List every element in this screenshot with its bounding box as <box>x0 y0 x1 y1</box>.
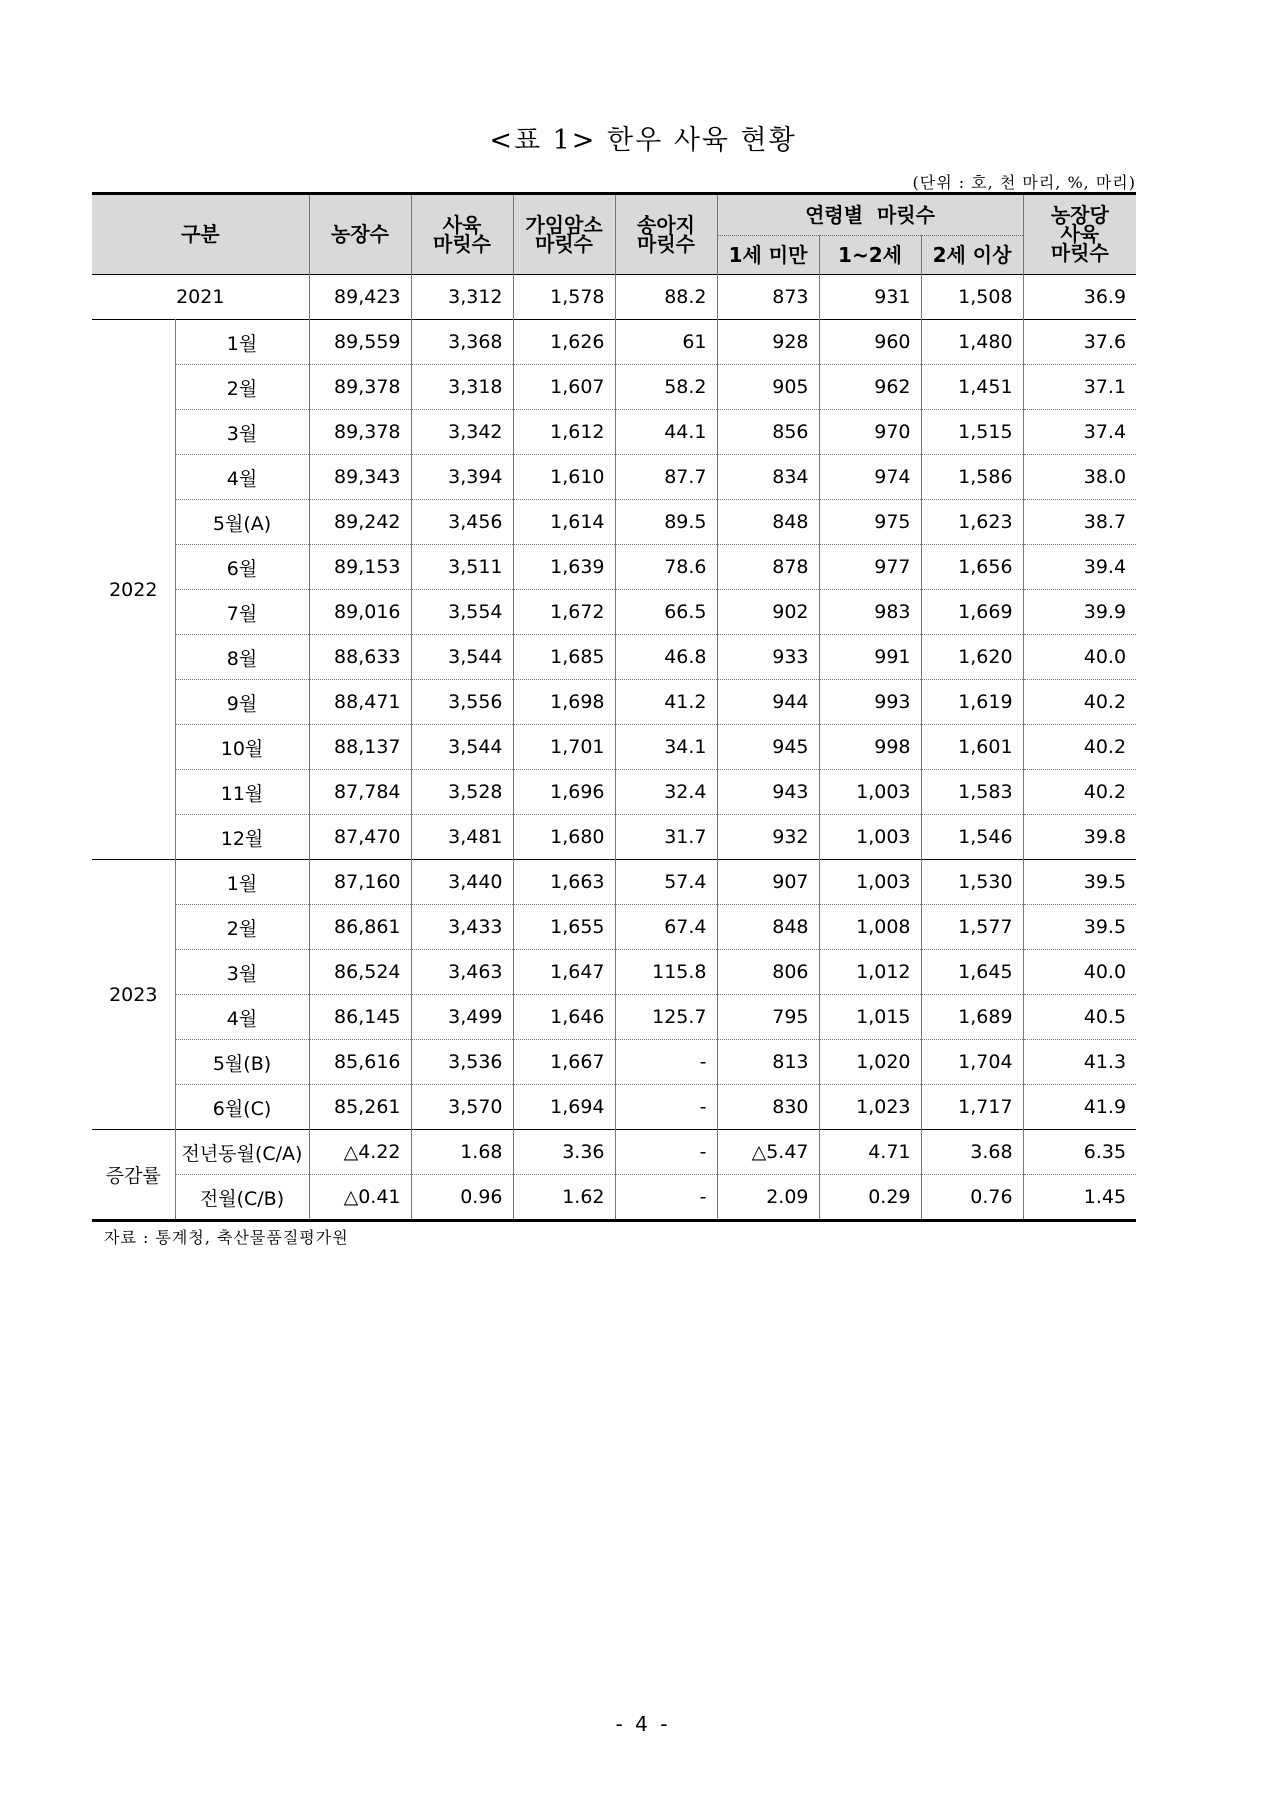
table-cell: 1,647 <box>513 950 615 995</box>
unit-note: (단위 : 호, 천 마리, %, 마리) <box>912 173 1136 192</box>
table-cell: 1,015 <box>819 995 921 1040</box>
table-cell: 1,689 <box>921 995 1023 1040</box>
table-cell: 834 <box>717 455 819 500</box>
table-cell: 86,145 <box>309 995 411 1040</box>
table-cell: - <box>615 1175 717 1221</box>
table-cell: 1,586 <box>921 455 1023 500</box>
table-cell: 37.1 <box>1023 365 1136 410</box>
table-cell: 975 <box>819 500 921 545</box>
table-cell: 806 <box>717 950 819 995</box>
table-cell: 40.2 <box>1023 770 1136 815</box>
table-cell: 39.9 <box>1023 590 1136 635</box>
table-cell: △0.41 <box>309 1175 411 1221</box>
row-label: 1월 <box>175 320 309 365</box>
table-cell: 78.6 <box>615 545 717 590</box>
table-cell: 39.5 <box>1023 905 1136 950</box>
row-label: 6월 <box>175 545 309 590</box>
table-cell: 39.8 <box>1023 815 1136 860</box>
table-cell: 998 <box>819 725 921 770</box>
table-cell: 66.5 <box>615 590 717 635</box>
table-cell: 991 <box>819 635 921 680</box>
table-cell: 3,499 <box>411 995 513 1040</box>
table-cell: 88,471 <box>309 680 411 725</box>
table-cell: 1,003 <box>819 860 921 905</box>
table-row <box>92 950 1136 995</box>
table-row <box>92 770 1136 815</box>
table-cell: 3,544 <box>411 725 513 770</box>
table-row <box>92 860 1136 905</box>
table-cell: 1,577 <box>921 905 1023 950</box>
table-cell: 931 <box>819 275 921 320</box>
table-cell: 38.0 <box>1023 455 1136 500</box>
header-age-over2: 2세 이상 <box>921 236 1023 275</box>
table-cell: 41.2 <box>615 680 717 725</box>
table-cell: 3,433 <box>411 905 513 950</box>
table-cell: 88,137 <box>309 725 411 770</box>
table-cell: 3,394 <box>411 455 513 500</box>
table-cell: 89,423 <box>309 275 411 320</box>
row-label: 2월 <box>175 365 309 410</box>
table-cell: 1,578 <box>513 275 615 320</box>
table-row <box>92 320 1136 365</box>
table-row <box>92 1130 1136 1175</box>
table-body <box>92 275 1136 1221</box>
table-cell: - <box>615 1040 717 1085</box>
table-cell: 41.9 <box>1023 1085 1136 1130</box>
table-cell: 58.2 <box>615 365 717 410</box>
table-cell: 1,639 <box>513 545 615 590</box>
row-label: 8월 <box>175 635 309 680</box>
table-row <box>92 455 1136 500</box>
table-cell: 87,160 <box>309 860 411 905</box>
table-row <box>92 545 1136 590</box>
table-cell: 1,698 <box>513 680 615 725</box>
table-cell: △4.22 <box>309 1130 411 1175</box>
row-label: 9월 <box>175 680 309 725</box>
table-cell: 86,861 <box>309 905 411 950</box>
table-cell: 1,667 <box>513 1040 615 1085</box>
table-cell: 3,440 <box>411 860 513 905</box>
table-cell: 88.2 <box>615 275 717 320</box>
table-cell: 977 <box>819 545 921 590</box>
table-row <box>92 815 1136 860</box>
table-cell: 3,342 <box>411 410 513 455</box>
table-cell: 878 <box>717 545 819 590</box>
table-cell: 1.68 <box>411 1130 513 1175</box>
table-cell: 40.2 <box>1023 680 1136 725</box>
table-cell: 873 <box>717 275 819 320</box>
table-cell: 3,463 <box>411 950 513 995</box>
header-age-group: 연령별 마릿수 <box>717 194 1023 236</box>
table-cell: 67.4 <box>615 905 717 950</box>
header-per-farm: 농장당 사육 마릿수 <box>1023 194 1136 275</box>
table-cell: 1,451 <box>921 365 1023 410</box>
table-cell: 38.7 <box>1023 500 1136 545</box>
group-label: 2023 <box>92 860 175 1130</box>
table-cell: 1,669 <box>921 590 1023 635</box>
row-label: 2월 <box>175 905 309 950</box>
table-cell: 1,583 <box>921 770 1023 815</box>
table-cell: 41.3 <box>1023 1040 1136 1085</box>
header-category: 구분 <box>92 194 309 275</box>
table-cell: 125.7 <box>615 995 717 1040</box>
table-cell: 3.68 <box>921 1130 1023 1175</box>
table-cell: 40.2 <box>1023 725 1136 770</box>
table-cell: 932 <box>717 815 819 860</box>
table-row <box>92 995 1136 1040</box>
table-cell: 40.0 <box>1023 950 1136 995</box>
table-cell: 61 <box>615 320 717 365</box>
table-cell: 87,470 <box>309 815 411 860</box>
table-row <box>92 410 1136 455</box>
table-cell: 1,619 <box>921 680 1023 725</box>
table-cell: 31.7 <box>615 815 717 860</box>
table-cell: 1,530 <box>921 860 1023 905</box>
table-row <box>92 1175 1136 1221</box>
table-cell: 89,242 <box>309 500 411 545</box>
table-cell: 1,020 <box>819 1040 921 1085</box>
table-cell: 3,528 <box>411 770 513 815</box>
table-cell: 1,614 <box>513 500 615 545</box>
table-cell: 1,623 <box>921 500 1023 545</box>
table-cell: 1,717 <box>921 1085 1023 1130</box>
table-cell: 3,318 <box>411 365 513 410</box>
table-cell: 85,616 <box>309 1040 411 1085</box>
table-cell: 848 <box>717 905 819 950</box>
table-cell: 4.71 <box>819 1130 921 1175</box>
row-label: 10월 <box>175 725 309 770</box>
row-label: 7월 <box>175 590 309 635</box>
table-cell: 88,633 <box>309 635 411 680</box>
table-cell: 1,672 <box>513 590 615 635</box>
table-cell: 993 <box>819 680 921 725</box>
table-cell: 37.4 <box>1023 410 1136 455</box>
table-cell: 89,378 <box>309 410 411 455</box>
header-age-under1: 1세 미만 <box>717 236 819 275</box>
table-cell: 40.5 <box>1023 995 1136 1040</box>
table-cell: 1,610 <box>513 455 615 500</box>
table-cell: 902 <box>717 590 819 635</box>
row-label: 전월(C/B) <box>175 1175 309 1221</box>
table-cell: 1,680 <box>513 815 615 860</box>
table-cell: 1,694 <box>513 1085 615 1130</box>
table-row <box>92 1085 1136 1130</box>
table-cell: 39.5 <box>1023 860 1136 905</box>
table-cell: - <box>615 1130 717 1175</box>
year-label: 2021 <box>92 275 309 320</box>
table-cell: 57.4 <box>615 860 717 905</box>
row-label: 1월 <box>175 860 309 905</box>
table-cell: 86,524 <box>309 950 411 995</box>
table-cell: 1,003 <box>819 770 921 815</box>
row-label: 전년동월(C/A) <box>175 1130 309 1175</box>
table-row <box>92 365 1136 410</box>
table-cell: 1,023 <box>819 1085 921 1130</box>
table-cell: 89,559 <box>309 320 411 365</box>
table-cell: 848 <box>717 500 819 545</box>
table-cell: 1,655 <box>513 905 615 950</box>
table-cell: 1,515 <box>921 410 1023 455</box>
table-cell: 89,016 <box>309 590 411 635</box>
table-cell: 3,511 <box>411 545 513 590</box>
table-cell: 0.96 <box>411 1175 513 1221</box>
table-cell: 962 <box>819 365 921 410</box>
header-age-1to2: 1~2세 <box>819 236 921 275</box>
table-cell: 928 <box>717 320 819 365</box>
table-cell: 1,626 <box>513 320 615 365</box>
table-row <box>92 1040 1136 1085</box>
table-cell: 0.76 <box>921 1175 1023 1221</box>
table-cell: 3,536 <box>411 1040 513 1085</box>
table-cell: 1,546 <box>921 815 1023 860</box>
table-cell: 856 <box>717 410 819 455</box>
table-cell: 960 <box>819 320 921 365</box>
table-row <box>92 725 1136 770</box>
table-cell: 1,003 <box>819 815 921 860</box>
table-cell: 1,008 <box>819 905 921 950</box>
table-cell: 1,704 <box>921 1040 1023 1085</box>
table-cell: 85,261 <box>309 1085 411 1130</box>
table-cell: 87.7 <box>615 455 717 500</box>
header-breeding-cows: 가임암소 마릿수 <box>513 194 615 275</box>
table-cell: 795 <box>717 995 819 1040</box>
table-cell: 44.1 <box>615 410 717 455</box>
table-cell: 1,601 <box>921 725 1023 770</box>
table-cell: 89,153 <box>309 545 411 590</box>
table-cell: 87,784 <box>309 770 411 815</box>
group-label: 증감률 <box>92 1130 175 1221</box>
table-cell: 907 <box>717 860 819 905</box>
table-cell: 1,012 <box>819 950 921 995</box>
table-cell: 1,701 <box>513 725 615 770</box>
table-row <box>92 635 1136 680</box>
table-cell: 1,696 <box>513 770 615 815</box>
table-row <box>92 590 1136 635</box>
row-label: 6월(C) <box>175 1085 309 1130</box>
row-label: 5월(B) <box>175 1040 309 1085</box>
table-cell: 2.09 <box>717 1175 819 1221</box>
table-cell: 905 <box>717 365 819 410</box>
table-cell: 1,656 <box>921 545 1023 590</box>
table-cell: 974 <box>819 455 921 500</box>
table-cell: 1,508 <box>921 275 1023 320</box>
table-cell: 1,612 <box>513 410 615 455</box>
page-number: - 4 - <box>615 1712 671 1736</box>
table-cell: 0.29 <box>819 1175 921 1221</box>
table-cell: △5.47 <box>717 1130 819 1175</box>
table-cell: 1,620 <box>921 635 1023 680</box>
table-cell: 3,570 <box>411 1085 513 1130</box>
table-cell: 3,368 <box>411 320 513 365</box>
table-cell: 943 <box>717 770 819 815</box>
table-cell: 1.45 <box>1023 1175 1136 1221</box>
table-cell: 3.36 <box>513 1130 615 1175</box>
row-label: 3월 <box>175 950 309 995</box>
table-cell: 36.9 <box>1023 275 1136 320</box>
header-heads: 사육 마릿수 <box>411 194 513 275</box>
table-cell: 3,556 <box>411 680 513 725</box>
table-cell: 115.8 <box>615 950 717 995</box>
table-cell: 830 <box>717 1085 819 1130</box>
table-cell: 1,645 <box>921 950 1023 995</box>
table-cell: 46.8 <box>615 635 717 680</box>
table-cell: 3,312 <box>411 275 513 320</box>
source-note: 자료 : 통계청, 축산물품질평가원 <box>104 1228 349 1247</box>
table-cell: 813 <box>717 1040 819 1085</box>
table-cell: 3,544 <box>411 635 513 680</box>
table-cell: 1.62 <box>513 1175 615 1221</box>
table-row <box>92 275 1136 320</box>
header-farms: 농장수 <box>309 194 411 275</box>
table-cell: 983 <box>819 590 921 635</box>
group-label: 2022 <box>92 320 175 860</box>
header-calves: 송아지 마릿수 <box>615 194 717 275</box>
table-cell: 1,607 <box>513 365 615 410</box>
table-title: <표 1> 한우 사육 현황 <box>489 125 797 156</box>
table-cell: 944 <box>717 680 819 725</box>
table-cell: 1,646 <box>513 995 615 1040</box>
table-cell: 1,480 <box>921 320 1023 365</box>
table-cell: 32.4 <box>615 770 717 815</box>
table-cell: 89,343 <box>309 455 411 500</box>
table-row <box>92 680 1136 725</box>
table-cell: 39.4 <box>1023 545 1136 590</box>
table-cell: 40.0 <box>1023 635 1136 680</box>
row-label: 11월 <box>175 770 309 815</box>
row-label: 3월 <box>175 410 309 455</box>
table-cell: 89,378 <box>309 365 411 410</box>
table-cell: 945 <box>717 725 819 770</box>
table-cell: 1,663 <box>513 860 615 905</box>
row-label: 5월(A) <box>175 500 309 545</box>
row-label: 12월 <box>175 815 309 860</box>
table-cell: 3,554 <box>411 590 513 635</box>
row-label: 4월 <box>175 455 309 500</box>
table-cell: 933 <box>717 635 819 680</box>
livestock-table <box>92 192 1136 1222</box>
table-cell: 6.35 <box>1023 1130 1136 1175</box>
row-label: 4월 <box>175 995 309 1040</box>
table-cell: 3,481 <box>411 815 513 860</box>
table-cell: - <box>615 1085 717 1130</box>
table-cell: 89.5 <box>615 500 717 545</box>
table-row <box>92 905 1136 950</box>
table-cell: 3,456 <box>411 500 513 545</box>
table-cell: 37.6 <box>1023 320 1136 365</box>
table-row <box>92 500 1136 545</box>
table-cell: 1,685 <box>513 635 615 680</box>
table-cell: 970 <box>819 410 921 455</box>
table-cell: 34.1 <box>615 725 717 770</box>
